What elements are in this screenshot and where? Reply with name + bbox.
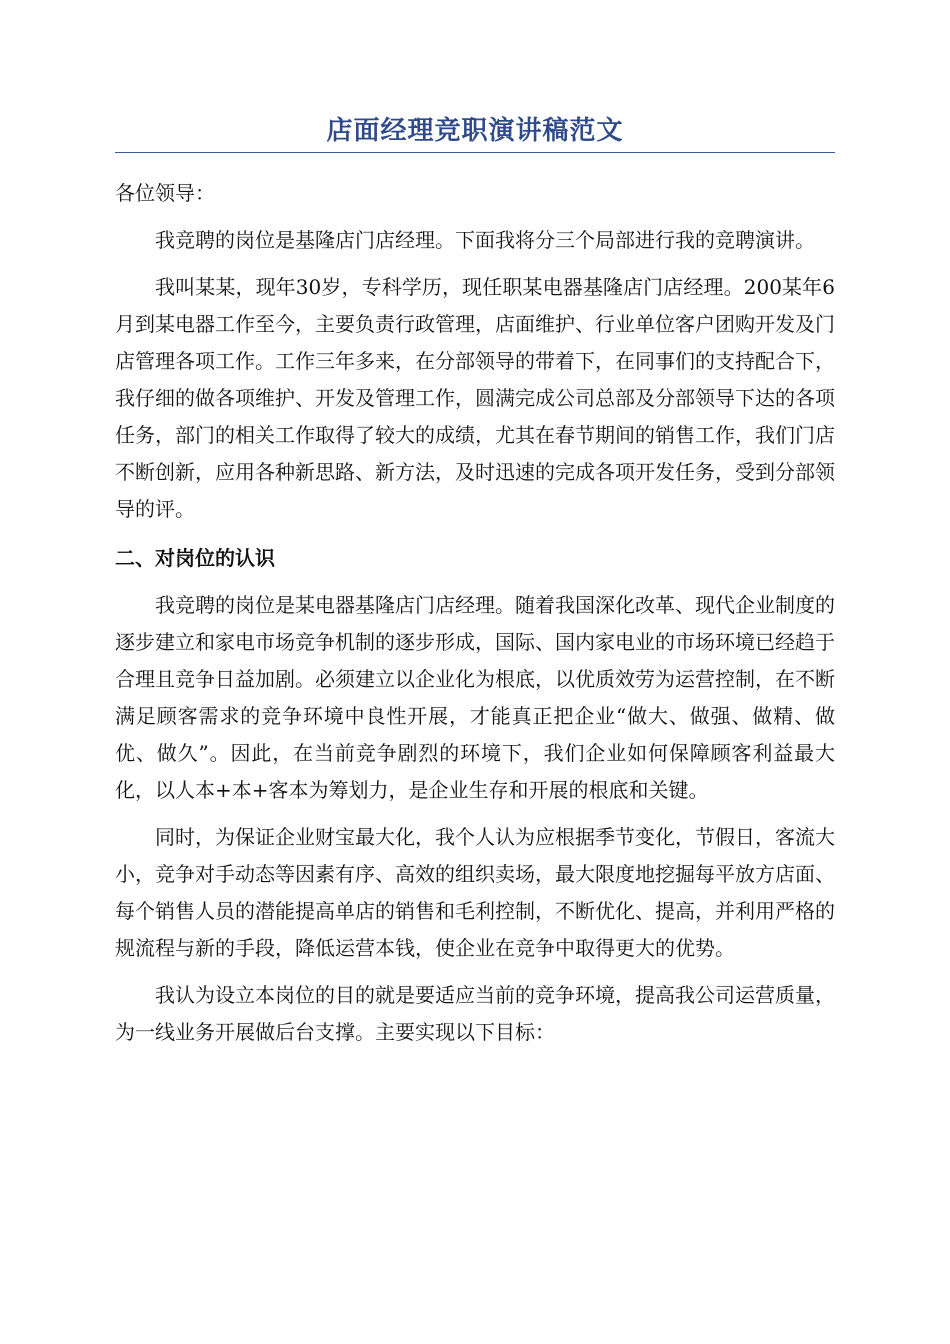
document-title: 店面经理竞职演讲稿范文 xyxy=(326,116,624,146)
self-introduction-paragraph: 我叫某某，现年30岁，专科学历，现任职某电器基隆店门店经理。200某年6月到某电器工作至今，主要负责行政管理，店面维护、行业单位客户团购开发及门店管理各项工作。工作三年多来，在分部领导的带着下，在同事们的支持配合下，我仔细的做各项维护、开发及管理工作，圆满完成公司总部及分部领导下达的各项任务，部门的相关工作取得了较大的成绩，尤其在春节期间的销售工作，我们门店不断创新，应用各种新思路、新方法，及时迅速的完成各项开发任务，受到分部领导的评。 xyxy=(115,275,835,521)
section2-paragraph-3: 我认为设立本岗位的目的就是要适应当前的竞争环境，提高我公司运营质量，为一线业务开展做后台支撑。主要实现以下目标： xyxy=(115,983,835,1044)
intro-paragraph: 我竞聘的岗位是基隆店门店经理。下面我将分三个局部进行我的竞聘演讲。 xyxy=(155,228,815,252)
section2-paragraph-2: 同时，为保证企业财宝最大化，我个人认为应根据季节变化，节假日，客流大小，竞争对手动态等因素有序、高效的组织卖场，最大限度地挖掘每平放方店面、每个销售人员的潜能提高单店的销售和毛利控制，不断优化、提高，并利用严格的规流程与新的手段，降低运营本钱，使企业在竞争中取得更大的优势。 xyxy=(115,825,835,960)
section-heading-2: 二、对岗位的认识 xyxy=(115,546,275,570)
salutation: 各位领导： xyxy=(115,181,215,205)
section2-paragraph-1: 我竞聘的岗位是某电器基隆店门店经理。随着我国深化改革、现代企业制度的逐步建立和家电市场竞争机制的逐步形成，国际、国内家电业的市场环境已经趋于合理且竞争日益加剧。必须建立以企业化为根底，以优质效劳为运营控制，在不断满足顾客需求的竞争环境中良性开展，才能真正把企业“做大、做强、做精、做优、做久”。因此，在当前竞争剧烈的环境下，我们企业如何保障顾客利益最大化，以人本+本+客本为筹划力，是企业生存和开展的根底和关键。 xyxy=(115,593,835,802)
document-page xyxy=(115,110,835,1051)
title-underline xyxy=(115,152,835,153)
